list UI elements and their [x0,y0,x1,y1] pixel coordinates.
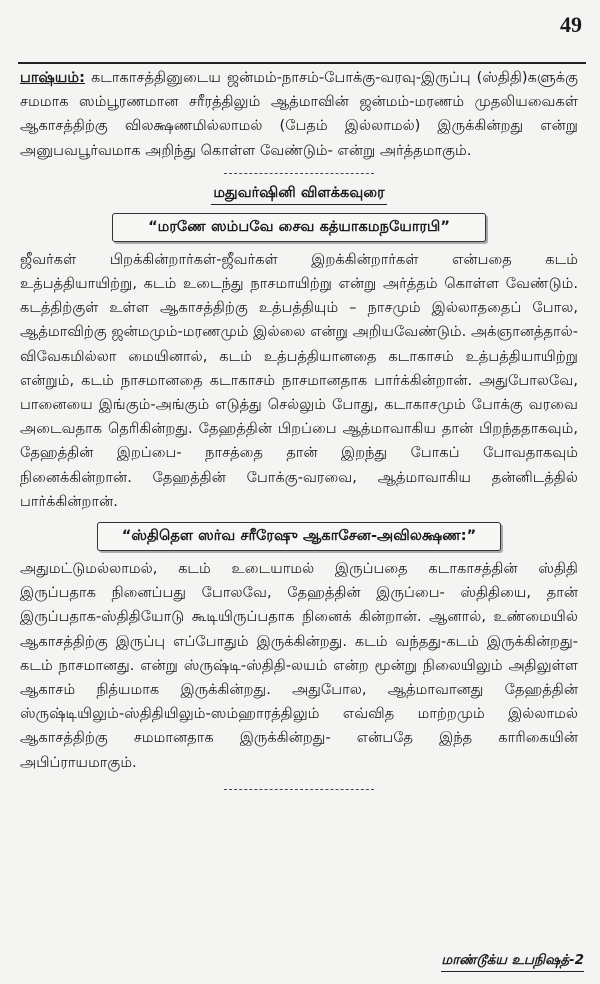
page-body [20,66,578,790]
footer-book-title: மாண்டூக்ய உபநிஷத்-2 [441,952,584,972]
page-number: 49 [560,12,582,37]
verse-box-2: “ஸ்திதௌ ஸர்வ சரீரேஷு ஆகாசேன-அவிலக்ஷண:” [97,522,501,551]
commentary-paragraph-1: ஜீவர்கள் பிறக்கின்றார்கள்-ஜீவர்கள் இறக்கின்றார்கள் என்பதை கடம் உத்பத்தியாயிற்று, கடம் உடைந்து நாசமாயிற்று என்று அர்த்தம் கொள்ள வேண்டும். கடத்திற்குள் உள்ள ஆகாசத்திற்கு உத்பத்தியும் – நாசமும் இல்லாததைப் போல, ஆத்மாவிற்கு ஜன்மமும்-மரணமும் இல்லை என்று அறியவேண்டும். அக்ஞானத்தால்-விவேகமில்லா மையினால், கடம் உத்பத்தியானதை கடாகாசம் உத்பத்தியாயிற்று என்றும், கடம் நாசமானதை கடாகாசம் நாசமானதாக பார்க்கின்றான். அதுபோலவே, பானையை இங்கும்-அங்கும் எடுத்து செல்லும் போது, கடாகாசமும் போக்கு வரவை அடைவதாக தெரிகின்றது. தேஹத்தின் பிறப்பை ஆத்மாவாகிய தான் பிறந்ததாகவும், தேஹத்தின் இறப்பை- நாசத்தை தான் இறந்து போகப் போவதாகவும் நினைக்கின்றான். தேஹத்தின் போக்கு-வரவை, ஆத்மாவாகிய தன்னிடத்தில் பார்க்கின்றான். [20,250,578,510]
verse-box-1: “மரணே ஸம்பவே சைவ கத்யாகமநயோரபி” [112,213,486,242]
commentary-paragraph-2: அதுமட்டுமல்லாமல், கடம் உடையாமல் இருப்பதை கடாகாசத்தின் ஸ்திதி இருப்பதாக நினைப்பது போலவே, தேஹத்தின் இருப்பை- ஸ்திதியை, தான் இருப்பதாக-ஸ்திதியோடு கூடியிருப்பதாக நினைக் கின்றான். ஆனால், உண்மையில் ஆகாசத்திற்கு இருப்பு எப்போதும் இருக்கின்றது. கடம் வந்தது-கடம் இருக்கின்றது-கடம் நாசமானது. என்று ஸ்ருஷ்டி-ஸ்திதி-லயம் என்ற மூன்று நிலையிலும் அதிலுள்ள ஆகாசம் நித்யமாக இருக்கின்றது. அதுபோல, ஆத்மாவானது தேஹத்தின் ஸ்ருஷ்டியிலும்-ஸ்திதியிலும்-ஸம்ஹாரத்திலும் எவ்வித மாற்றமும் இல்லாமல் ஆகாசத்திற்கு சமமானதாக இருக்கின்றது- என்பதே இந்த காரிகையின் அபிப்ராயமாகும். [20,560,578,771]
section-divider [224,173,374,174]
bhashyam-label: பாஷ்யம்: [20,69,85,86]
bhashyam-paragraph [20,66,578,163]
header-rule [18,62,586,64]
bhashyam-text: கடாகாசத்தினுடைய ஜன்மம்-நாசம்-போக்கு-வரவு-இருப்பு (ஸ்திதி)களுக்கு சமமாக ஸம்பூரணமான சரீரத்திலும் ஆத்மாவின் ஜன்மம்-மரணம் முதலியவைகள் ஆகாசத்திற்கு விலக்ஷணமில்லாமல் (பேதம் இல்லாமல்) இருக்கின்றது என்று அனுபவபூர்வமாக அறிந்து கொள்ள வேண்டும்- என்று அர்த்தமாகும். [20,69,578,159]
commentary-heading: மதுவர்ஷினி விளக்கவுரை [211,184,386,205]
end-divider [224,789,374,790]
